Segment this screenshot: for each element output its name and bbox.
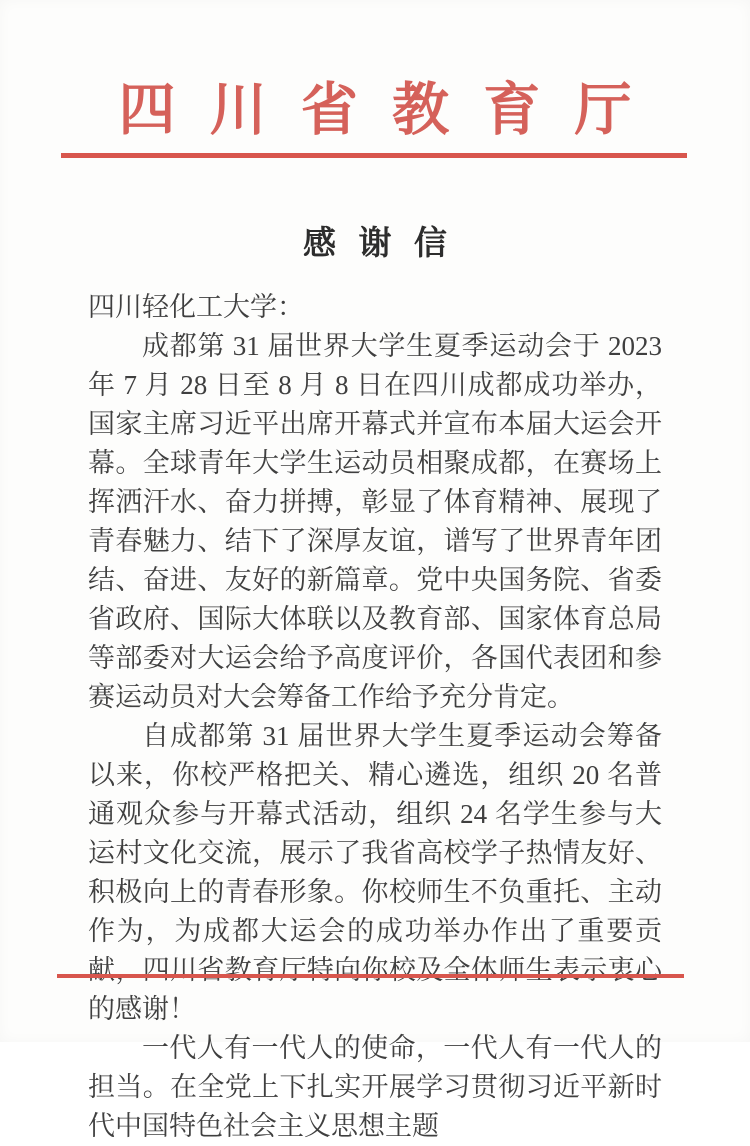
header-divider xyxy=(61,153,687,158)
letter-body xyxy=(88,288,662,1146)
salutation: 四川轻化工大学： xyxy=(88,292,304,322)
letterhead-title: 四川省教育厅 xyxy=(118,79,666,142)
body-paragraph: 自成都第 31 届世界大学生夏季运动会筹备以来，你校严格把关、精心遴选，组织 20 名普通观众参与开幕式活动，组织 24 名学生参与大运村文化交流，展示了我省高校学子热情友好、积极向上的青春形象。你校师生不负重托、主动作为，为成都大运会的成功举办作出了重要贡献，四川省教育厅特向你校及全体师生表示衷心的感谢！ xyxy=(88,721,662,1024)
document-title: 感谢信 xyxy=(303,226,470,262)
body-paragraph: 一代人有一代人的使命，一代人有一代人的担当。在全党上下扎实开展学习贯彻习近平新时代中国特色社会主义思想主题 xyxy=(88,1033,662,1141)
body-paragraph: 成都第 31 届世界大学生夏季运动会于 2023 年 7 月 28 日至 8 月 8 日在四川成都成功举办，国家主席习近平出席开幕式并宣布本届大运会开幕。全球青年大学生运动员相聚成都，在赛场上挥洒汗水、奋力拼搏，彰显了体育精神、展现了青春魅力、结下了深厚友谊，谱写了世界青年团结、奋进、友好的新篇章。党中央国务院、省委省政府、国际大体联以及教育部、国家体育总局等部委对大运会给予高度评价，各国代表团和参赛运动员对大会筹备工作给予充分肯定。 xyxy=(88,331,662,712)
footer-divider xyxy=(57,974,684,978)
